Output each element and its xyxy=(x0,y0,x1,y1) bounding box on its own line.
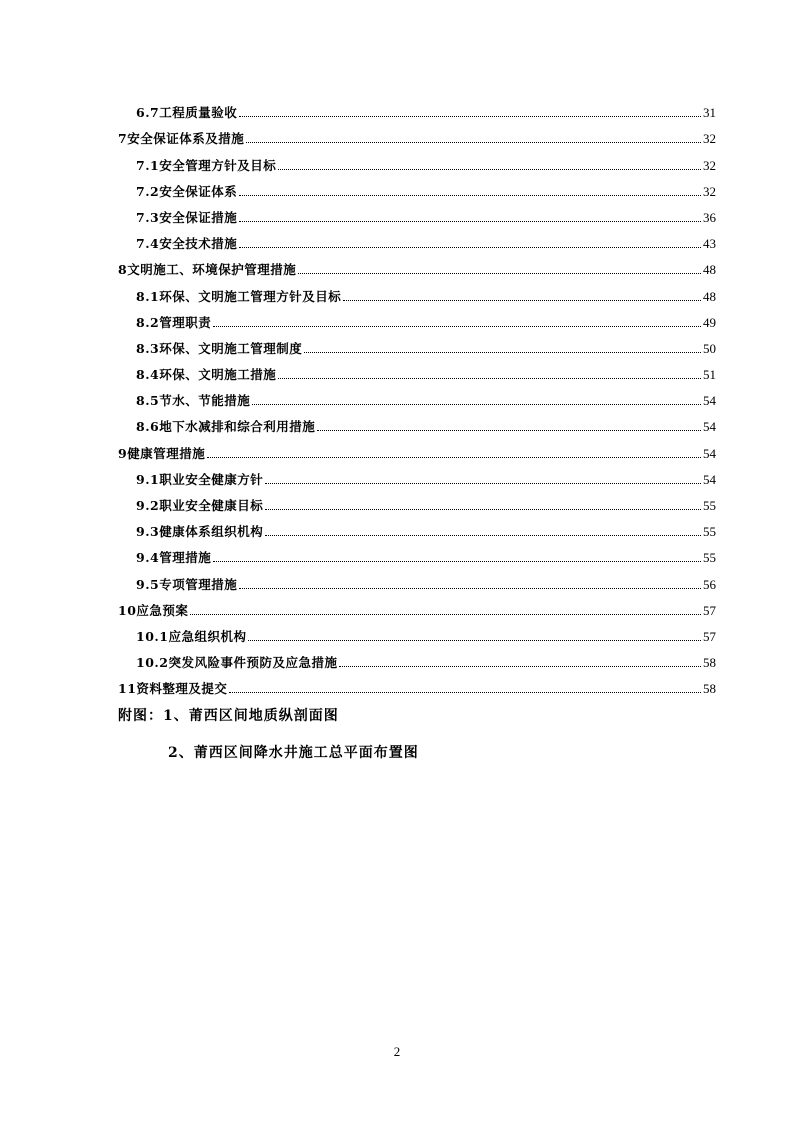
toc-entry-page: 57 xyxy=(703,628,716,644)
toc-entry[interactable] xyxy=(118,121,716,147)
toc-entry-page: 48 xyxy=(703,288,716,304)
toc-entry[interactable] xyxy=(118,200,716,226)
toc-entry-page: 57 xyxy=(703,602,716,618)
toc-entry-title: 7.2安全保证体系 xyxy=(136,183,238,199)
toc-entry-title: 9.4管理措施 xyxy=(136,550,212,566)
toc-entry[interactable] xyxy=(118,409,716,435)
toc-entry[interactable] xyxy=(118,95,716,121)
toc-entry-title: 9.3健康体系组织机构 xyxy=(136,524,264,540)
toc-entry-page: 55 xyxy=(703,498,716,513)
toc-entry[interactable] xyxy=(118,671,716,697)
toc-leader xyxy=(246,141,701,143)
toc-entry-title: 8.6地下水减排和综合利用措施 xyxy=(136,419,316,435)
toc-entry-title: 7.3安全保证措施 xyxy=(136,209,238,225)
toc-entry[interactable] xyxy=(118,147,716,173)
toc-leader xyxy=(207,456,701,458)
toc-entry-page: 54 xyxy=(703,419,716,435)
toc-entry-page: 54 xyxy=(703,471,716,487)
toc-leader xyxy=(265,482,701,484)
toc-entry[interactable] xyxy=(118,619,716,645)
toc-leader xyxy=(278,377,701,379)
toc-entry-page: 36 xyxy=(703,209,716,225)
toc-entry-title: 7.1安全管理方针及目标 xyxy=(136,157,277,173)
toc-leader xyxy=(190,613,701,615)
toc-entry-page: 54 xyxy=(703,445,716,461)
toc-leader xyxy=(229,691,701,693)
toc-entry-page: 58 xyxy=(703,681,716,697)
toc-entry[interactable] xyxy=(118,514,716,540)
toc-entry-title: 8.4环保、文明施工措施 xyxy=(136,367,277,383)
toc-entry[interactable] xyxy=(118,645,716,671)
toc-leader xyxy=(239,220,701,222)
toc-leader xyxy=(252,403,701,405)
toc-leader xyxy=(239,115,701,117)
toc-entry-title: 9.1职业安全健康方针 xyxy=(136,471,264,487)
toc-entry[interactable] xyxy=(118,593,716,619)
toc-entry[interactable] xyxy=(118,488,716,514)
toc-entry-page: 48 xyxy=(703,262,716,278)
toc-entry-page: 55 xyxy=(703,550,716,566)
toc-leader xyxy=(317,429,701,431)
toc-entry-page: 54 xyxy=(703,393,716,409)
toc-entry-page: 50 xyxy=(703,340,716,356)
toc-entry-page: 58 xyxy=(703,655,716,671)
toc-entry-title: 9健康管理措施 xyxy=(118,445,206,461)
toc-entry-page: 55 xyxy=(703,524,716,540)
toc-entry-title: 6.7工程质量验收 xyxy=(136,105,238,121)
toc-entry-title: 9.2职业安全健康目标 xyxy=(136,498,264,513)
toc-entry[interactable] xyxy=(118,174,716,200)
toc-leader xyxy=(239,587,701,589)
toc-entry-title: 10应急预案 xyxy=(118,602,189,618)
toc-entry-title: 8.5节水、节能措施 xyxy=(136,393,251,409)
toc-leader xyxy=(248,639,701,641)
toc-entry-title: 11资料整理及提交 xyxy=(118,681,228,697)
toc-entry[interactable] xyxy=(118,278,716,304)
toc-entry-title: 7安全保证体系及措施 xyxy=(118,131,245,147)
appendix-figures xyxy=(118,705,419,762)
table-of-contents xyxy=(118,95,716,697)
toc-leader xyxy=(265,534,701,536)
toc-entry[interactable] xyxy=(118,252,716,278)
toc-entry-title: 8.1环保、文明施工管理方针及目标 xyxy=(136,288,342,304)
toc-entry-page: 32 xyxy=(703,131,716,147)
toc-entry-title: 7.4安全技术措施 xyxy=(136,236,238,252)
toc-entry-page: 31 xyxy=(703,105,716,121)
toc-entry-page: 56 xyxy=(703,576,716,592)
toc-entry[interactable] xyxy=(118,383,716,409)
toc-leader xyxy=(265,508,701,510)
toc-leader xyxy=(339,665,701,667)
toc-leader xyxy=(278,168,701,170)
toc-entry-page: 51 xyxy=(703,367,716,383)
toc-entry-title: 8.2管理职责 xyxy=(136,314,212,330)
toc-entry[interactable] xyxy=(118,566,716,592)
toc-leader xyxy=(343,299,701,301)
toc-leader xyxy=(298,272,701,274)
toc-leader xyxy=(239,246,701,248)
toc-entry[interactable] xyxy=(118,435,716,461)
toc-entry[interactable] xyxy=(118,226,716,252)
toc-leader xyxy=(213,560,701,562)
appendix-line-2: 2、莆西区间降水井施工总平面布置图 xyxy=(168,745,419,761)
toc-leader xyxy=(239,194,701,196)
toc-entry[interactable] xyxy=(118,462,716,488)
appendix-line-1: 附图：1、莆西区间地质纵剖面图 xyxy=(118,708,339,724)
page-number: 2 xyxy=(393,1044,401,1059)
toc-entry-title: 10.2突发风险事件预防及应急措施 xyxy=(136,655,338,671)
toc-entry-title: 9.5专项管理措施 xyxy=(136,576,238,592)
toc-entry-page: 49 xyxy=(703,314,716,330)
toc-entry-title: 8文明施工、环境保护管理措施 xyxy=(118,262,297,278)
toc-leader xyxy=(213,325,701,327)
toc-entry[interactable] xyxy=(118,357,716,383)
toc-leader xyxy=(304,351,701,353)
toc-entry-page: 32 xyxy=(703,157,716,173)
toc-entry-page: 43 xyxy=(703,236,716,252)
toc-entry-title: 10.1应急组织机构 xyxy=(136,628,247,644)
toc-entry[interactable] xyxy=(118,305,716,331)
toc-entry[interactable] xyxy=(118,540,716,566)
toc-entry[interactable] xyxy=(118,331,716,357)
toc-entry-page: 32 xyxy=(703,183,716,199)
toc-entry-title: 8.3环保、文明施工管理制度 xyxy=(136,340,303,356)
